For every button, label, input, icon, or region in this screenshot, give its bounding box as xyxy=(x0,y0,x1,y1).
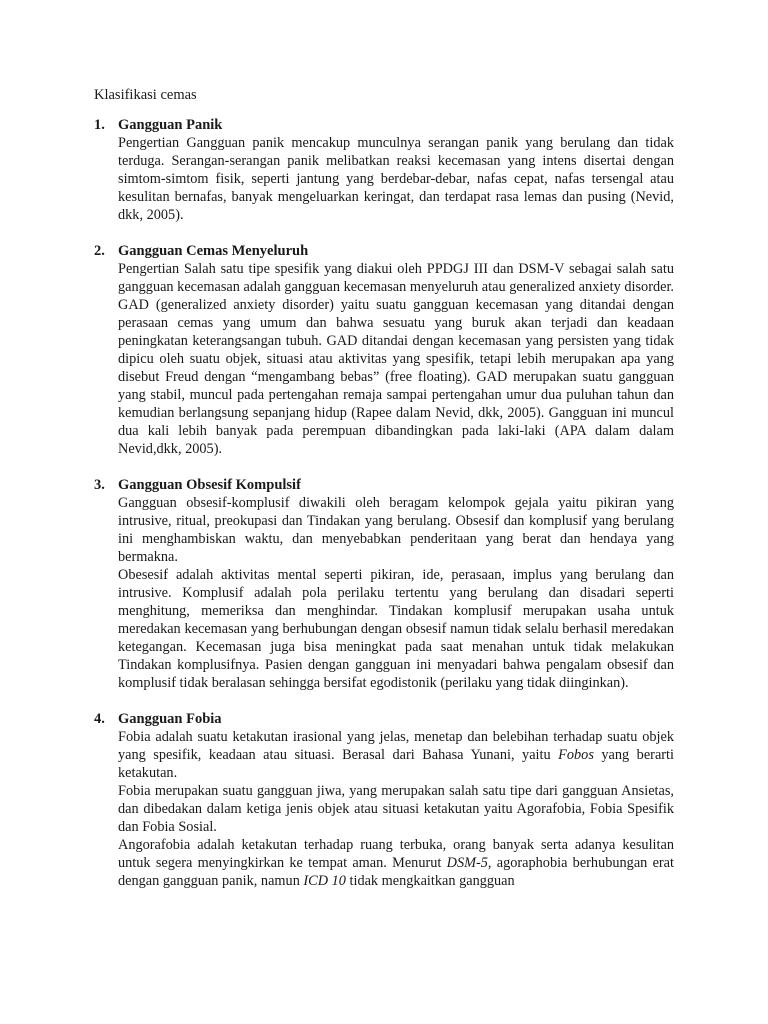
document-title: Klasifikasi cemas xyxy=(94,87,197,103)
text-run: yang berarti ketakutan. xyxy=(118,747,674,781)
paragraph: Pengertian Gangguan panik mencakup munculnya serangan panik yang berulang dan tidak terduga. Serangan-serangan panik melibatkan reaksi kecemasan yang intens disertai dengan simtom-simtom fisik, seperti jantung yang berdebar-debar, nafas cepat, nafas tersengal atau kesulitan bernafas, banyak mengeluarkan keringat, dan terdapat rasa lemas dan pusing (Nevid, dkk, 2005). xyxy=(118,135,674,223)
section-heading xyxy=(94,116,674,134)
section-title: Gangguan Obsesif Kompulsif xyxy=(118,477,301,493)
section-body xyxy=(118,728,674,890)
paragraph: Obesesif adalah aktivitas mental seperti pikiran, ide, perasaan, implus yang berulang dan intrusive. Komplusif adalah pola perilaku tertentu yang berulang dan disadari seperti menghitung, memeriksa dan menghindar. Tindakan komplusif merupakan usaha untuk meredakan kecemasan yang berhubungan dengan obsesif namun tidak selalu berhasil meredakan ketegangan. Kecemasan juga bisa meningkat pada saat menahan untuk tidak melakukan Tindakan komplusifnya. Pasien dengan gangguan ini menyadari bahwa pengalam obsesif dan komplusif tidak beralasan sehingga bersifat egodistonik (perilaku yang tidak diinginkan). xyxy=(118,567,674,691)
section-title: Gangguan Cemas Menyeluruh xyxy=(118,243,309,259)
text-run: Angorafobia adalah ketakutan terhadap ruang terbuka, orang banyak serta adanya kesulitan untuk segera menyingkirkan ke tempat aman. Menurut xyxy=(118,837,674,871)
section-number: 1. xyxy=(94,117,105,133)
section-title: Gangguan Panik xyxy=(118,117,223,133)
paragraph xyxy=(118,836,674,890)
section-title: Gangguan Fobia xyxy=(118,711,222,727)
section-number: 3. xyxy=(94,477,105,493)
italic-term: Fobos xyxy=(558,747,594,763)
section-body xyxy=(118,134,674,224)
section-number: 4. xyxy=(94,711,105,727)
section-body xyxy=(118,260,674,458)
section-gangguan-panik xyxy=(94,116,674,224)
italic-term: ICD 10 xyxy=(303,873,346,889)
section-body xyxy=(118,494,674,692)
text-run: , agoraphobia berhubungan erat dengan gangguan panik, namun xyxy=(118,855,674,889)
section-gangguan-cemas-menyeluruh xyxy=(94,242,674,458)
section-heading xyxy=(94,242,674,260)
section-gangguan-obsesif-kompulsif xyxy=(94,476,674,692)
section-heading xyxy=(94,710,674,728)
paragraph: Pengertian Salah satu tipe spesifik yang diakui oleh PPDGJ III dan DSM-V sebagai salah satu gangguan kecemasan adalah gangguan kecemasan menyeluruh atau generalized anxiety disorder. GAD (generalized anxiety disorder) yaitu suatu gangguan kecemasan yang ditandai dengan perasaan cemas yang umum dan bahwa sesuatu yang buruk akan terjadi dan keadaan peningkatan keterangsangan tubuh. GAD ditandai dengan kecemasan yang persisten yang tidak dipicu oleh suatu objek, situasi atau aktivitas yang spesifik, tetapi lebih merupakan apa yang disebut Freud dengan “mengambang bebas” (free floating). GAD merupakan suatu gangguan yang stabil, muncul pada pertengahan remaja sampai pertengahan umur dua puluhan tahun dan kemudian berlangsung sepanjang hidup (Rapee dalam Nevid, dkk, 2005). Gangguan ini muncul dua kali lebih banyak pada perempuan dibandingkan pada laki-laki (APA dalam dalam Nevid,dkk, 2005). xyxy=(118,261,674,457)
section-heading xyxy=(94,476,674,494)
section-number: 2. xyxy=(94,243,105,259)
paragraph: Gangguan obsesif-komplusif diwakili oleh beragam kelompok gejala yaitu pikiran yang intrusive, ritual, preokupasi dan Tindakan yang berulang. Obsesif dan komplusif yang berulang ini menghambiskan waktu, dan menyebabkan penderitaan yang berat dan hendaya yang bermakna. xyxy=(118,495,674,565)
section-gangguan-fobia xyxy=(94,710,674,890)
text-run: Fobia adalah suatu ketakutan irasional yang jelas, menetap dan belebihan terhadap suatu objek yang spesifik, keadaan atau situasi. Berasal dari Bahasa Yunani, yaitu xyxy=(118,729,674,763)
italic-term: DSM-5 xyxy=(446,855,488,871)
paragraph: Fobia merupakan suatu gangguan jiwa, yang merupakan salah satu tipe dari gangguan Ansietas, dan dibedakan dalam ketiga jenis objek atau situasi ketakutan yaitu Agorafobia, Fobia Spesifik dan Fobia Sosial. xyxy=(118,783,674,835)
paragraph xyxy=(118,728,674,782)
text-run: tidak mengkaitkan gangguan xyxy=(345,873,515,889)
